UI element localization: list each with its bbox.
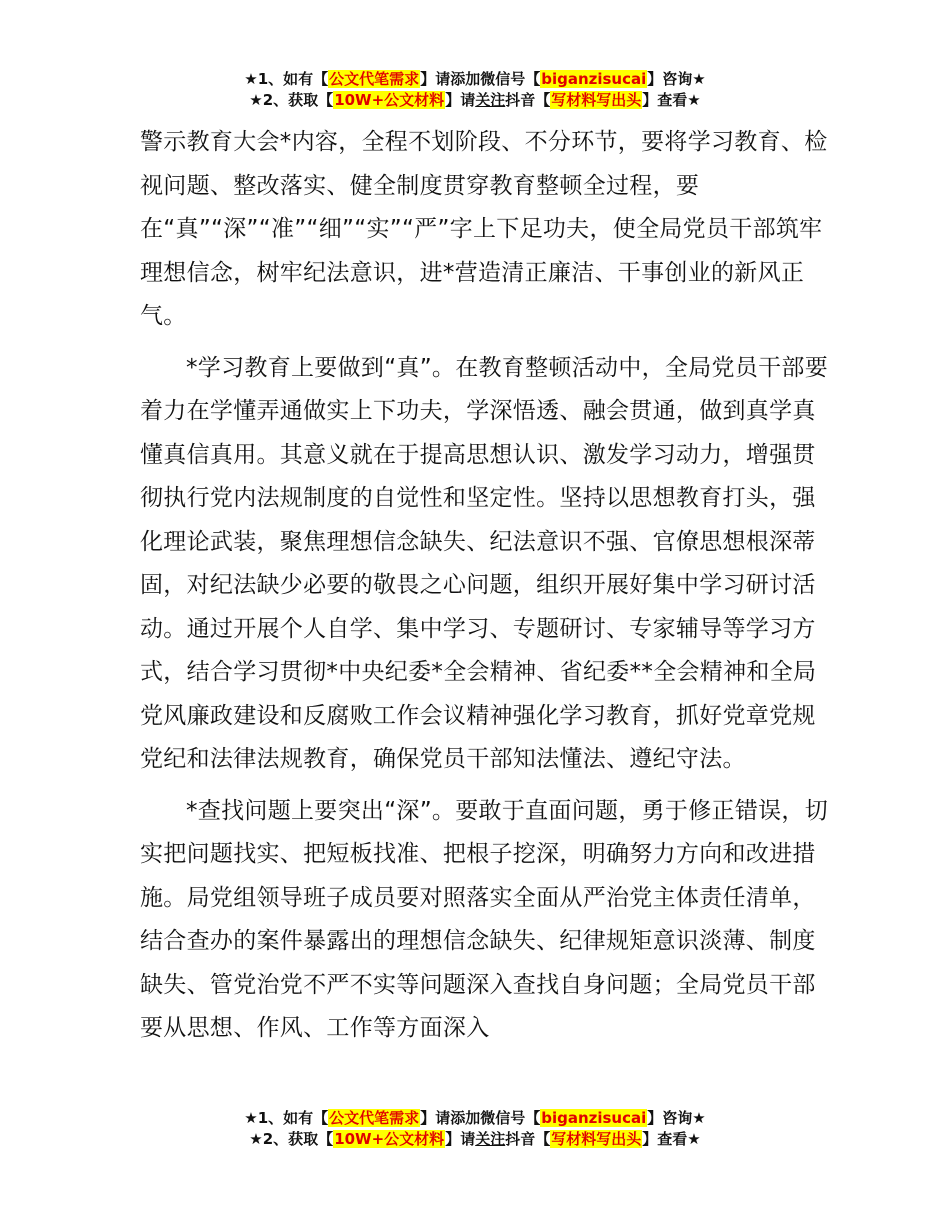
banner-line-1 — [0, 1108, 950, 1129]
highlight-wechat-id: biganzisucai — [541, 70, 647, 88]
banner-text: 抖音【 — [505, 1130, 551, 1148]
banner-text: 】查看★ — [642, 1130, 701, 1148]
banner-text: 】查看★ — [642, 91, 701, 109]
banner-text: 】咨询★ — [647, 1109, 706, 1127]
banner-text: 】咨询★ — [647, 70, 706, 88]
highlight-douyin-account: 写材料写出头 — [551, 91, 642, 109]
header-banner — [0, 69, 950, 111]
banner-text: 】请 — [445, 1130, 476, 1148]
banner-text: 】请添加微信号【 — [420, 70, 541, 88]
highlight-service: 公文代笔需求 — [329, 1109, 420, 1127]
banner-text: ★1、如有【 — [244, 70, 329, 88]
banner-text: ★1、如有【 — [244, 1109, 329, 1127]
banner-text: ★2、获取【 — [249, 91, 334, 109]
banner-text: 抖音【 — [505, 91, 551, 109]
paragraph-3: *查找问题上要突出“深”。要敢于直面问题，勇于修正错误，切实把问题找实、把短板找准、把根子挖深，明确努力方向和改进措施。局党组领导班子成员要对照落实全面从严治党主体责任清单，结合查办的案件暴露出的理想信念缺失、纪律规矩意识淡薄、制度缺失、管党治党不严不实等问题深入查找自身问题；全局党员干部要从思想、作风、工作等方面深入 — [140, 797, 829, 1041]
banner-line-2 — [0, 1129, 950, 1150]
underlined-follow: 关注 — [475, 1130, 506, 1148]
paragraph-2: *学习教育上要做到“真”。在教育整顿活动中，全局党员干部要着力在学懂弄通做实上下功夫，学深悟透、融会贯通，做到真学真懂真信真用。其意义就在于提高思想认识、激发学习动力，增强贯彻执行党内法规制度的自觉性和坚定性。坚持以思想教育打头，强化理论武装，聚焦理想信念缺失、纪法意识不强、官僚思想根深蒂固，对纪法缺少必要的敬畏之心问题，组织开展好集中学习研讨活动。通过开展个人自学、集中学习、专题研讨、专家辅导等学习方式，结合学习贯彻*中央纪委*全会精神、省纪委**全会精神和全局党风廉政建设和反腐败工作会议精神强化学习教育，抓好党章党规党纪和法律法规教育，确保党员干部知法懂法、遵纪守法。 — [140, 354, 829, 772]
highlight-service: 公文代笔需求 — [329, 70, 420, 88]
highlight-materials: 10W+公文材料 — [334, 91, 445, 109]
highlight-wechat-id: biganzisucai — [541, 1109, 647, 1127]
highlight-materials: 10W+公文材料 — [334, 1130, 445, 1148]
document-body — [140, 121, 830, 1051]
highlight-douyin-account: 写材料写出头 — [551, 1130, 642, 1148]
banner-line-2 — [0, 90, 950, 111]
banner-text: 】请 — [445, 91, 476, 109]
underlined-follow: 关注 — [475, 91, 506, 109]
paragraph-1: 警示教育大会*内容，全程不划阶段、不分环节，要将学习教育、检视问题、整改落实、健全制度贯穿教育整顿全过程，要在“真”“深”“准”“细”“实”“严”字上下足功夫，使全局党员干部筑牢理想信念，树牢纪法意识，进*营造清正廉洁、干事创业的新风正气。 — [140, 129, 828, 329]
banner-text: 】请添加微信号【 — [420, 1109, 541, 1127]
banner-line-1 — [0, 69, 950, 90]
footer-banner — [0, 1108, 950, 1150]
banner-text: ★2、获取【 — [249, 1130, 334, 1148]
